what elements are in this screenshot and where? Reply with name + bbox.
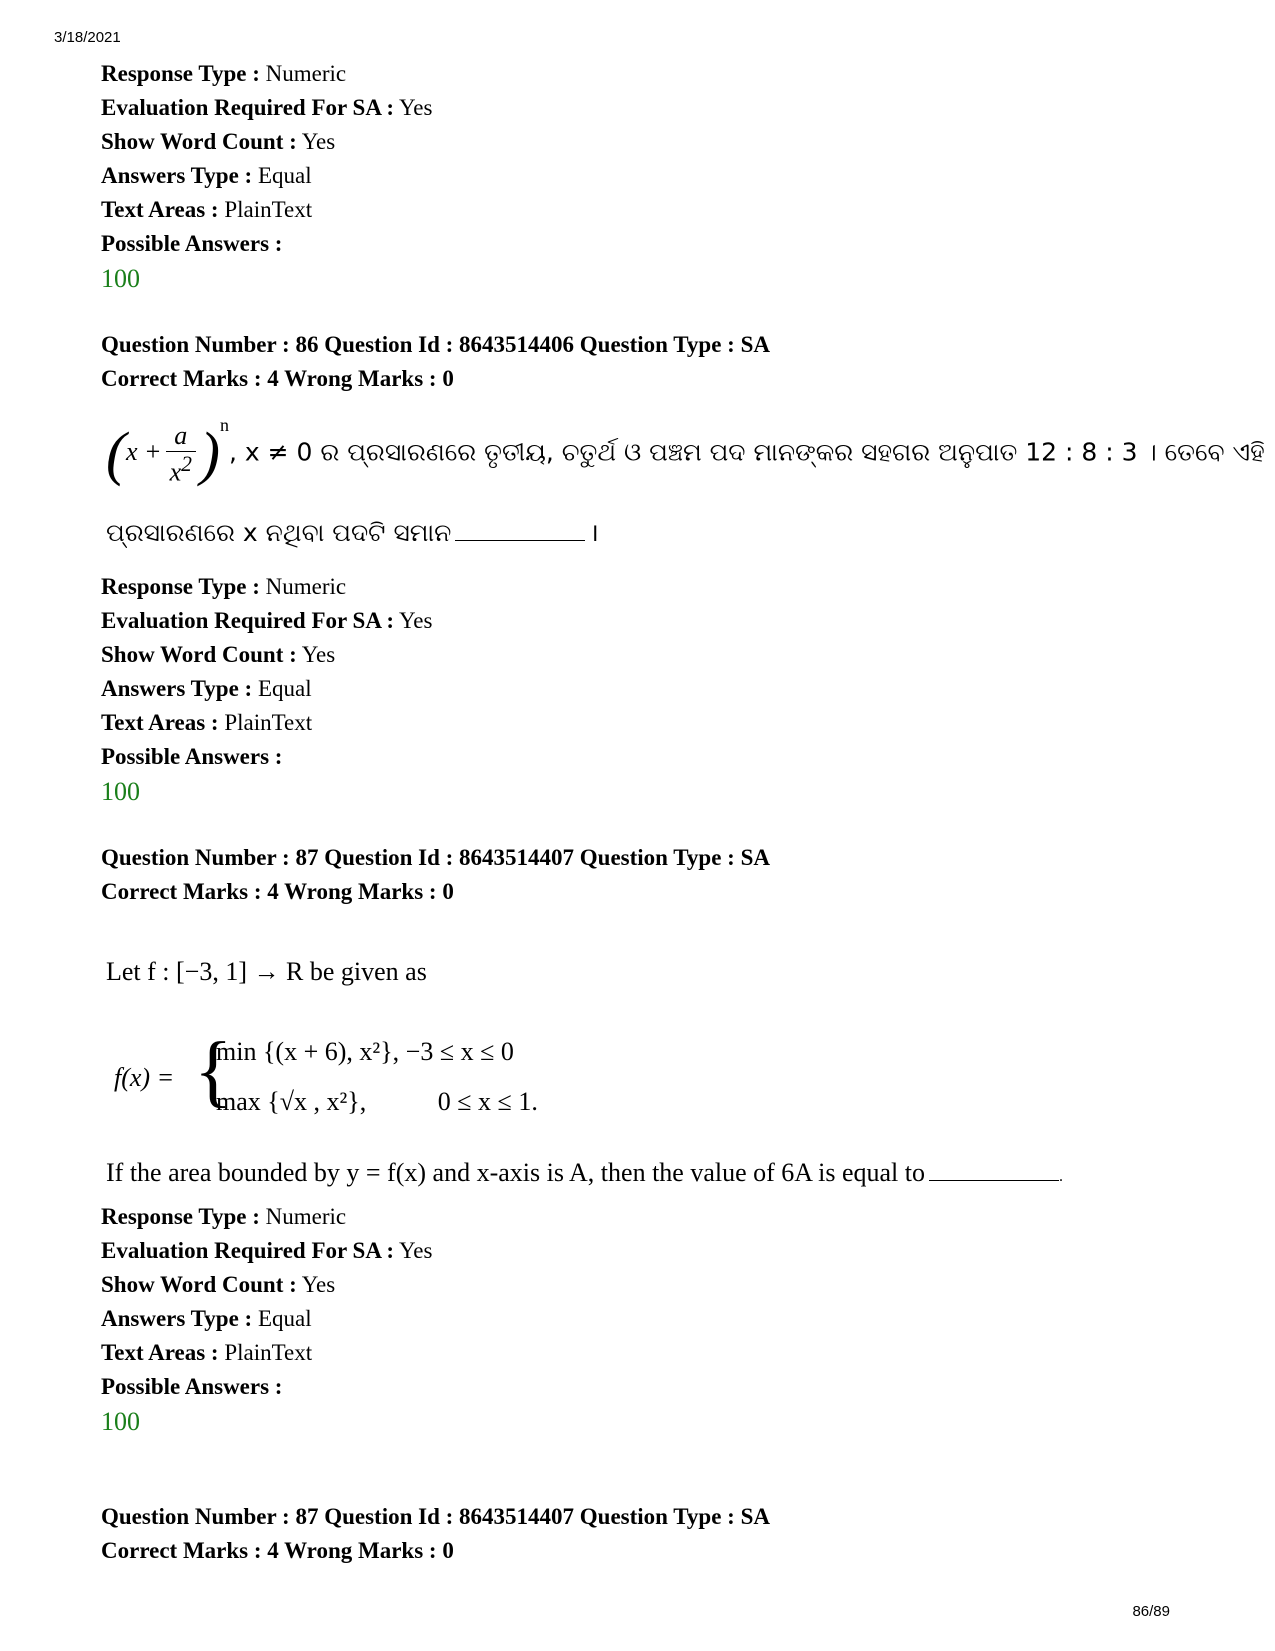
response-type-row: Response Type : Numeric	[101, 574, 347, 599]
answers-type-row: Answers Type : Equal	[101, 676, 312, 701]
answer-meta-block-87	[101, 1200, 1201, 1440]
question-header-87	[101, 841, 1201, 909]
question-86-line1	[106, 414, 1265, 489]
word-count-row: Show Word Count : Yes	[101, 642, 336, 667]
question-header: Question Number : 87 Question Id : 8643514407 Question Type : SA	[101, 1504, 770, 1529]
brace: {	[194, 1027, 233, 1115]
question-header-86	[101, 328, 1201, 396]
case-1: min {(x + 6), x²}, −3 ≤ x ≤ 0	[216, 1037, 514, 1066]
text-areas-row: Text Areas : PlainText	[101, 710, 313, 735]
case-2: max {√x , x²}, 0 ≤ x ≤ 1.	[216, 1087, 538, 1116]
possible-answer-value: 100	[101, 1407, 140, 1436]
eval-required-row: Evaluation Required For SA : Yes	[101, 95, 433, 120]
page-number: 86/89	[1132, 1603, 1170, 1620]
possible-answers-label: Possible Answers :	[101, 1374, 283, 1399]
answer-blank	[929, 1160, 1059, 1181]
answer-blank	[455, 520, 585, 541]
word-count-row: Show Word Count : Yes	[101, 129, 336, 154]
question-86-line2: ପ୍ରସାରଣରେ x ନଥିବା ପଦଟି ସମାନ ।	[106, 518, 599, 547]
question-87-intro: Let f : [−3, 1] → R be given as	[106, 957, 427, 986]
question-86-text: , x ≠ 0 ର ପ୍ରସାରଣରେ ତୃତୀୟ, ଚତୁର୍ଥ ଓ ପଞ୍ଚମ ପଦ ମାନଙ୍କର ସହଗର ଅନୁପାତ 12 : 8 : 3 । ତେବେ ଏହି	[228, 437, 1265, 467]
question-header: Question Number : 87 Question Id : 8643514407 Question Type : SA	[101, 845, 770, 870]
print-date: 3/18/2021	[54, 29, 121, 46]
question-marks: Correct Marks : 4 Wrong Marks : 0	[101, 366, 454, 391]
eval-required-row: Evaluation Required For SA : Yes	[101, 1238, 433, 1263]
answers-type-row: Answers Type : Equal	[101, 163, 312, 188]
possible-answer-value: 100	[101, 777, 140, 806]
question-87-last: If the area bounded by y = f(x) and x-axis is A, then the value of 6A is equal to .	[106, 1158, 1063, 1187]
text-areas-row: Text Areas : PlainText	[101, 197, 313, 222]
possible-answers-label: Possible Answers :	[101, 744, 283, 769]
question-header-next	[101, 1500, 1201, 1568]
question-marks: Correct Marks : 4 Wrong Marks : 0	[101, 1538, 454, 1563]
eval-required-row: Evaluation Required For SA : Yes	[101, 608, 433, 633]
answer-meta-block-86	[101, 570, 1201, 810]
word-count-row: Show Word Count : Yes	[101, 1272, 336, 1297]
possible-answer-value: 100	[101, 264, 140, 293]
response-type-row: Response Type : Numeric	[101, 1204, 347, 1229]
answers-type-row: Answers Type : Equal	[101, 1306, 312, 1331]
function-label: f(x) =	[114, 1063, 175, 1092]
possible-answers-label: Possible Answers :	[101, 231, 283, 256]
text-areas-row: Text Areas : PlainText	[101, 1340, 313, 1365]
question-marks: Correct Marks : 4 Wrong Marks : 0	[101, 879, 454, 904]
response-type-row: Response Type : Numeric	[101, 61, 347, 86]
question-header: Question Number : 86 Question Id : 8643514406 Question Type : SA	[101, 332, 770, 357]
answer-meta-block-0	[101, 57, 1201, 297]
binomial-expression: (x + $\frac{a}{x^2}$ )$^n$	[106, 414, 229, 487]
